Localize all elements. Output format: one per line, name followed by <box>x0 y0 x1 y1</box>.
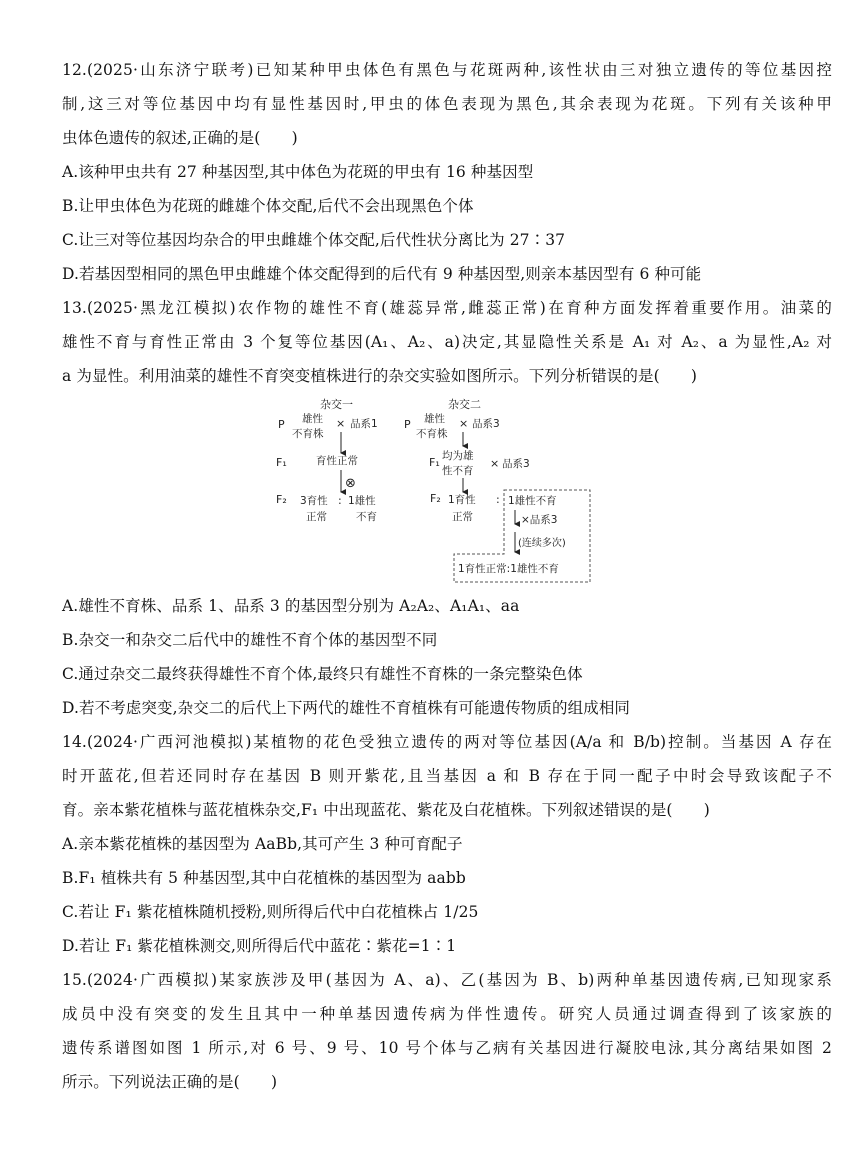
q13-stem-line-2: 雄性不育与育性正常由 3 个复等位基因(A₁、A₂、a)决定,其显隐性关系是 A₁ 对 A₂、a 为显性,A₂ 对 <box>62 333 832 351</box>
cross2-final-ratio: 1育性正常:1雄性不育 <box>458 563 559 575</box>
cross1-f2-colon: : <box>338 494 342 507</box>
cross2-repeat-cross: ×品系3 <box>521 514 558 526</box>
q15-stem-line-1: 15.(2024·广西模拟)某家族涉及甲(基因为 A、a)、乙(基因为 B、b)两种单基因遗传病,已知现家系 <box>62 971 832 989</box>
q14-option-c: C.若让 F₁ 紫花植株随机授粉,则所得后代中白花植株占 1/25 <box>62 903 479 921</box>
q14-option-d: D.若让 F₁ 紫花植株测交,则所得后代中蓝花∶紫花=1∶1 <box>62 937 457 955</box>
q14-stem-line-3: 育。亲本紫花植株与蓝花植株杂交,F₁ 中出现蓝花、紫花及白花植株。下列叙述错误的是( ) <box>62 801 710 819</box>
q12-stem-line-2: 制,这三对等位基因中均有显性基因时,甲虫的体色表现为黑色,其余表现为花斑。下列有关该种甲 <box>62 95 832 113</box>
cross2-f2-label: F₂ <box>430 492 441 505</box>
cross2-times: × <box>459 417 469 430</box>
cross2-f1-times: × <box>490 457 500 470</box>
cross2-f2-left-line1: 1育性 <box>448 494 476 506</box>
cross2-f1-line1: 均为雄 <box>442 450 474 462</box>
cross2-f2-left-line2: 正常 <box>452 511 473 523</box>
cross1-f2-label: F₂ <box>276 493 287 506</box>
q14-option-b: B.F₁ 植株共有 5 种基因型,其中白花植株的基因型为 aabb <box>62 869 466 887</box>
cross2-title: 杂交二 <box>448 398 481 411</box>
q12-stem-line-3: 虫体色遗传的叙述,正确的是( ) <box>62 129 298 147</box>
cross-diagram <box>272 396 592 584</box>
cross1-times: × <box>336 417 346 430</box>
cross1-male-sterile-line1: 雄性 <box>302 413 323 425</box>
cross2-f1-line3: 品系3 <box>502 458 530 470</box>
q13-option-b: B.杂交一和杂交二后代中的雄性不育个体的基因型不同 <box>62 631 438 649</box>
cross2-f1-label: F₁ <box>429 456 440 469</box>
q15-stem-line-3: 遗传系谱图如图 1 所示,对 6 号、9 号、10 号个体与乙病有关基因进行凝胶电泳,其分离结果如图 2 <box>62 1039 832 1057</box>
cross2-f2-right: 1雄性不育 <box>508 495 557 507</box>
cross1-p-label: P <box>278 418 285 431</box>
q12-option-c: C.让三对等位基因均杂合的甲虫雌雄个体交配,后代性状分离比为 27∶37 <box>62 231 566 249</box>
q12-option-a: A.该种甲虫共有 27 种基因型,其中体色为花斑的甲虫有 16 种基因型 <box>62 163 534 181</box>
cross1-title: 杂交一 <box>320 398 353 411</box>
cross2-p-label: P <box>404 418 411 431</box>
q12-stem-line-1: 12.(2025·山东济宁联考)已知某种甲虫体色有黑色与花斑两种,该性状由三对独立遗传的等位基因控 <box>62 61 832 79</box>
q14-option-a: A.亲本紫花植株的基因型为 AaBb,其可产生 3 种可育配子 <box>62 835 463 853</box>
q13-option-d: D.若不考虑突变,杂交二的后代上下两代的雄性不育植株有可能遗传物质的组成相同 <box>62 699 631 717</box>
cross2-male-sterile-line1: 雄性 <box>424 413 445 425</box>
cross1-f2-left-line1: 3育性 <box>300 495 328 507</box>
cross1-male-sterile-line2: 不育株 <box>292 428 324 440</box>
q13-option-a: A.雄性不育株、品系 1、品系 3 的基因型分别为 A₂A₂、A₁A₁、aa <box>62 597 520 615</box>
cross1-self-symbol: ⊗ <box>345 476 356 491</box>
cross1-f1-result: 育性正常 <box>316 455 358 467</box>
q13-stem-line-1: 13.(2025·黑龙江模拟)农作物的雄性不育(雄蕊异常,雌蕊正常)在育种方面发挥着重要作用。油菜的 <box>62 299 832 317</box>
cross1-f2-right-line2: 不育 <box>356 511 377 523</box>
q13-stem-line-3: a 为显性。利用油菜的雄性不育突变植株进行的杂交实验如图所示。下列分析错误的是( ) <box>62 367 698 385</box>
q14-stem-line-2: 时开蓝花,但若还同时存在基因 B 则开紫花,且当基因 a 和 B 存在于同一配子中时会导致该配子不 <box>62 767 832 785</box>
cross2-f2-colon: : <box>496 493 500 506</box>
cross1-line1: 品系1 <box>350 418 378 430</box>
q12-option-d: D.若基因型相同的黑色甲虫雌雄个体交配得到的后代有 9 种基因型,则亲本基因型有 6 种可能 <box>62 265 702 283</box>
q15-stem-line-2: 成员中没有突变的发生且其中一种单基因遗传病为伴性遗传。研究人员通过调查得到了该家族的 <box>62 1005 832 1023</box>
cross1-f2-left-line2: 正常 <box>306 511 327 523</box>
cross1-f2-right-line1: 1雄性 <box>348 495 376 507</box>
cross2-male-sterile-line2: 不育株 <box>416 428 448 440</box>
q13-option-c: C.通过杂交二最终获得雄性不育个体,最终只有雄性不育株的一条完整染色体 <box>62 665 583 683</box>
cross2-f1-line2: 性不育 <box>442 465 474 477</box>
q14-stem-line-1: 14.(2024·广西河池模拟)某植物的花色受独立遗传的两对等位基因(A/a 和 B/b)控制。当基因 A 存在 <box>62 733 832 751</box>
q15-stem-line-4: 所示。下列说法正确的是( ) <box>62 1073 278 1091</box>
q12-option-b: B.让甲虫体色为花斑的雌雄个体交配,后代不会出现黑色个体 <box>62 197 474 215</box>
cross1-f1-label: F₁ <box>276 456 287 469</box>
cross2-repeat-note: (连续多次) <box>518 538 566 549</box>
cross2-line3: 品系3 <box>472 418 500 430</box>
